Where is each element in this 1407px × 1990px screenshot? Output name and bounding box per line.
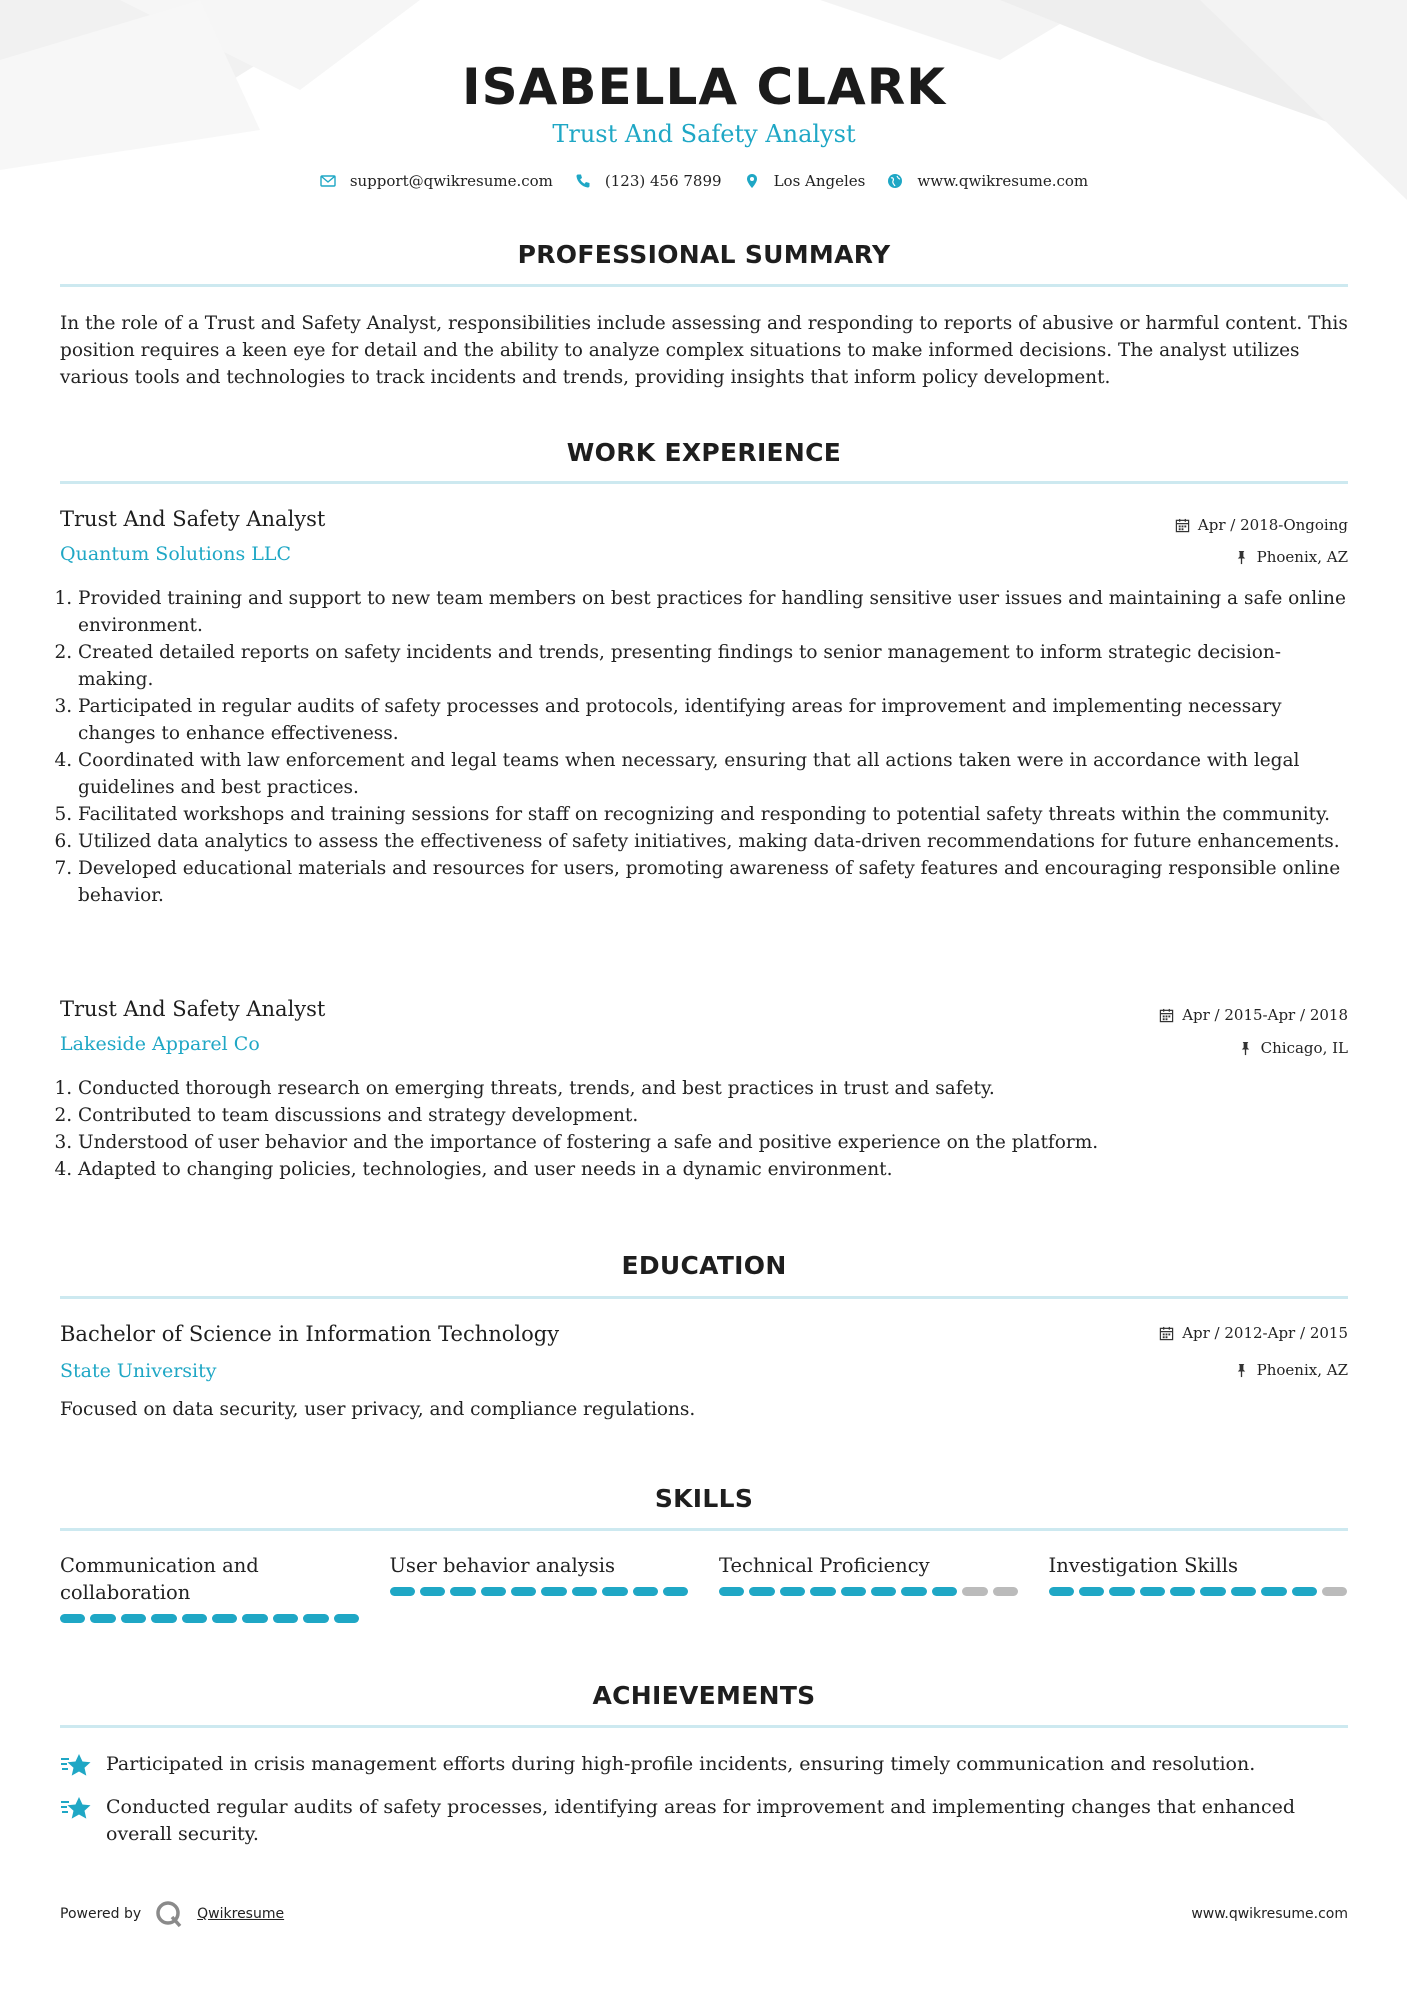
contact-website-text: www.qwikresume.com [917,172,1089,190]
contact-email-text: support@qwikresume.com [349,172,553,190]
list-item: 2. Created detailed reports on safety incidents and trends, presenting findings to senior management to inform strategic decision-making. [78,639,1348,693]
phone-icon [575,173,591,189]
education-dates-text: Apr / 2012-Apr / 2015 [1182,1324,1348,1342]
candidate-title: Trust And Safety Analyst [552,120,856,148]
education-description: Focused on data security, user privacy, and compliance regulations. [60,1399,696,1420]
contact-phone-text: (123) 456 7899 [604,172,722,190]
skill-name: User behavior analysis [389,1554,616,1577]
footer-powered-by [60,1900,284,1928]
skill-segment-filled [780,1587,805,1596]
achievements-divider [60,1725,1348,1728]
job-1-title: Trust And Safety Analyst [60,507,326,531]
skill-segment-filled [1200,1587,1225,1596]
job-2-company: Lakeside Apparel Co [60,1033,260,1055]
education-heading: EDUCATION [621,1251,787,1280]
calendar-icon [1175,518,1190,533]
skill-segment-filled [212,1614,237,1623]
achievement-item [60,1751,1348,1782]
skill-segment-empty [962,1587,987,1596]
skill-segment-filled [151,1614,176,1623]
powered-by-label: Powered by [60,1906,142,1922]
map-pin-icon [744,173,760,189]
skill-segment-filled [749,1587,774,1596]
job-1-location [1234,548,1348,566]
skill-segment-filled [901,1587,926,1596]
skill-name: Investigation Skills [1048,1554,1238,1577]
globe-icon [887,173,903,189]
skill-item [390,1552,690,1623]
achievement-text: Participated in crisis management efforts during high-profile incidents, ensuring timely communication and resolution. [106,1753,1256,1775]
skill-segment-filled [242,1614,267,1623]
education-degree: Bachelor of Science in Information Technology [60,1322,560,1346]
list-item: 4. Coordinated with law enforcement and legal teams when necessary, ensuring that all actions taken were in accordance with legal guidelines and best practices. [78,747,1348,801]
skill-segment-filled [511,1587,536,1596]
contact-email[interactable] [320,172,553,190]
calendar-icon [1159,1326,1174,1341]
achievement-text: Conducted regular audits of safety processes, identifying areas for improvement and implementing changes that enhanced overall security. [106,1796,1296,1845]
experience-heading: WORK EXPERIENCE [566,438,842,467]
skill-segment-filled [481,1587,506,1596]
list-item: 2. Contributed to team discussions and strategy development. [78,1102,1348,1129]
achievement-item [60,1794,1348,1848]
skill-segment-filled [334,1614,359,1623]
skill-segment-filled [303,1614,328,1623]
skill-segment-filled [1049,1587,1074,1596]
list-item: 1. Conducted thorough research on emerging threats, trends, and best practices in trust and safety. [78,1075,1348,1102]
skills-grid [60,1552,1348,1623]
list-item: 5. Facilitated workshops and training sessions for staff on recognizing and responding to potential safety threats within the community. [78,801,1348,828]
education-dates [1159,1324,1348,1342]
achievements-heading: ACHIEVEMENTS [592,1681,816,1710]
job-2-location-text: Chicago, IL [1260,1039,1348,1057]
job-1-dates-text: Apr / 2018-Ongoing [1197,516,1348,534]
contact-location [744,172,866,190]
skill-segment-filled [602,1587,627,1596]
skill-segment-filled [1109,1587,1134,1596]
skill-segment-filled [1079,1587,1104,1596]
job-1-bullets [78,585,1348,909]
skill-segment-filled [810,1587,835,1596]
skill-segment-filled [1140,1587,1165,1596]
skill-segment-filled [871,1587,896,1596]
skill-rating-bar [60,1614,360,1623]
list-item: 3. Participated in regular audits of safety processes and protocols, identifying areas for improvement and implementing necessary changes to enhance effectiveness. [78,693,1348,747]
skill-segment-filled [633,1587,658,1596]
job-1-location-text: Phoenix, AZ [1256,548,1348,566]
pushpin-icon [1238,1041,1253,1056]
skill-rating-bar [390,1587,690,1596]
qwikresume-logo-icon [155,1900,183,1928]
skill-segment-filled [1231,1587,1256,1596]
skill-segment-filled [1261,1587,1286,1596]
skill-segment-filled [541,1587,566,1596]
skill-name: Technical Proficiency [719,1554,930,1577]
skill-item [60,1552,360,1623]
skill-segment-filled [932,1587,957,1596]
contact-phone[interactable] [575,172,722,190]
list-item: 3. Understood of user behavior and the importance of fostering a safe and positive experience on the platform. [78,1129,1348,1156]
education-school: State University [60,1360,217,1382]
star-icon [60,1793,92,1825]
skill-segment-filled [450,1587,475,1596]
skills-divider [60,1528,1348,1531]
list-item: 4. Adapted to changing policies, technologies, and user needs in a dynamic environment. [78,1156,1348,1183]
skill-segment-filled [572,1587,597,1596]
job-1-dates [1175,516,1348,534]
job-2-dates-text: Apr / 2015-Apr / 2018 [1182,1006,1348,1024]
job-2-location [1238,1039,1348,1057]
skill-segment-filled [1170,1587,1195,1596]
summary-divider [60,284,1348,287]
candidate-name: ISABELLA CLARK [462,58,946,116]
contact-row [60,172,1348,190]
job-2-title: Trust And Safety Analyst [60,997,326,1021]
list-item: 6. Utilized data analytics to assess the effectiveness of safety initiatives, making data-driven recommendations for future enhancements. [78,828,1348,855]
skill-segment-filled [60,1614,85,1623]
star-icon [60,1750,92,1782]
experience-divider [60,481,1348,484]
skill-segment-filled [719,1587,744,1596]
contact-location-text: Los Angeles [773,172,866,190]
job-2-bullets [78,1075,1348,1183]
pushpin-icon [1234,1363,1249,1378]
skill-name: Communication and collaboration [60,1554,259,1604]
skill-segment-filled [273,1614,298,1623]
qwikresume-link[interactable]: Qwikresume [197,1906,285,1922]
list-item: 1. Provided training and support to new team members on best practices for handling sensitive user issues and maintaining a safe online environment. [78,585,1348,639]
skills-heading: SKILLS [654,1484,754,1513]
contact-website[interactable] [887,172,1088,190]
skill-segment-filled [182,1614,207,1623]
skill-segment-filled [841,1587,866,1596]
skill-item [1049,1552,1349,1623]
skill-rating-bar [1049,1587,1349,1596]
skill-item [719,1552,1019,1623]
pushpin-icon [1234,550,1249,565]
summary-heading: PROFESSIONAL SUMMARY [517,240,891,269]
list-item: 7. Developed educational materials and resources for users, promoting awareness of safety features and encouraging responsible online behavior. [78,855,1348,909]
job-2-dates [1159,1006,1348,1024]
skill-segment-empty [993,1587,1018,1596]
skill-segment-filled [663,1587,688,1596]
skill-segment-filled [390,1587,415,1596]
skill-segment-filled [90,1614,115,1623]
education-divider [60,1296,1348,1299]
calendar-icon [1159,1008,1174,1023]
job-1-company: Quantum Solutions LLC [60,543,292,565]
skill-segment-filled [1292,1587,1317,1596]
footer-website[interactable]: www.qwikresume.com [1191,1906,1348,1922]
summary-text: In the role of a Trust and Safety Analyst, responsibilities include assessing and responding to reports of abusive or harmful content. This position requires a keen eye for detail and the ability to analyze complex situations to make informed decisions. The analyst utilizes various tools and technologies to track incidents and trends, providing insights that inform policy development. [60,313,1348,388]
education-location-text: Phoenix, AZ [1256,1361,1348,1379]
envelope-icon [320,173,336,189]
education-location [1234,1361,1348,1379]
skill-segment-empty [1322,1587,1347,1596]
skill-rating-bar [719,1587,1019,1596]
skill-segment-filled [121,1614,146,1623]
skill-segment-filled [420,1587,445,1596]
